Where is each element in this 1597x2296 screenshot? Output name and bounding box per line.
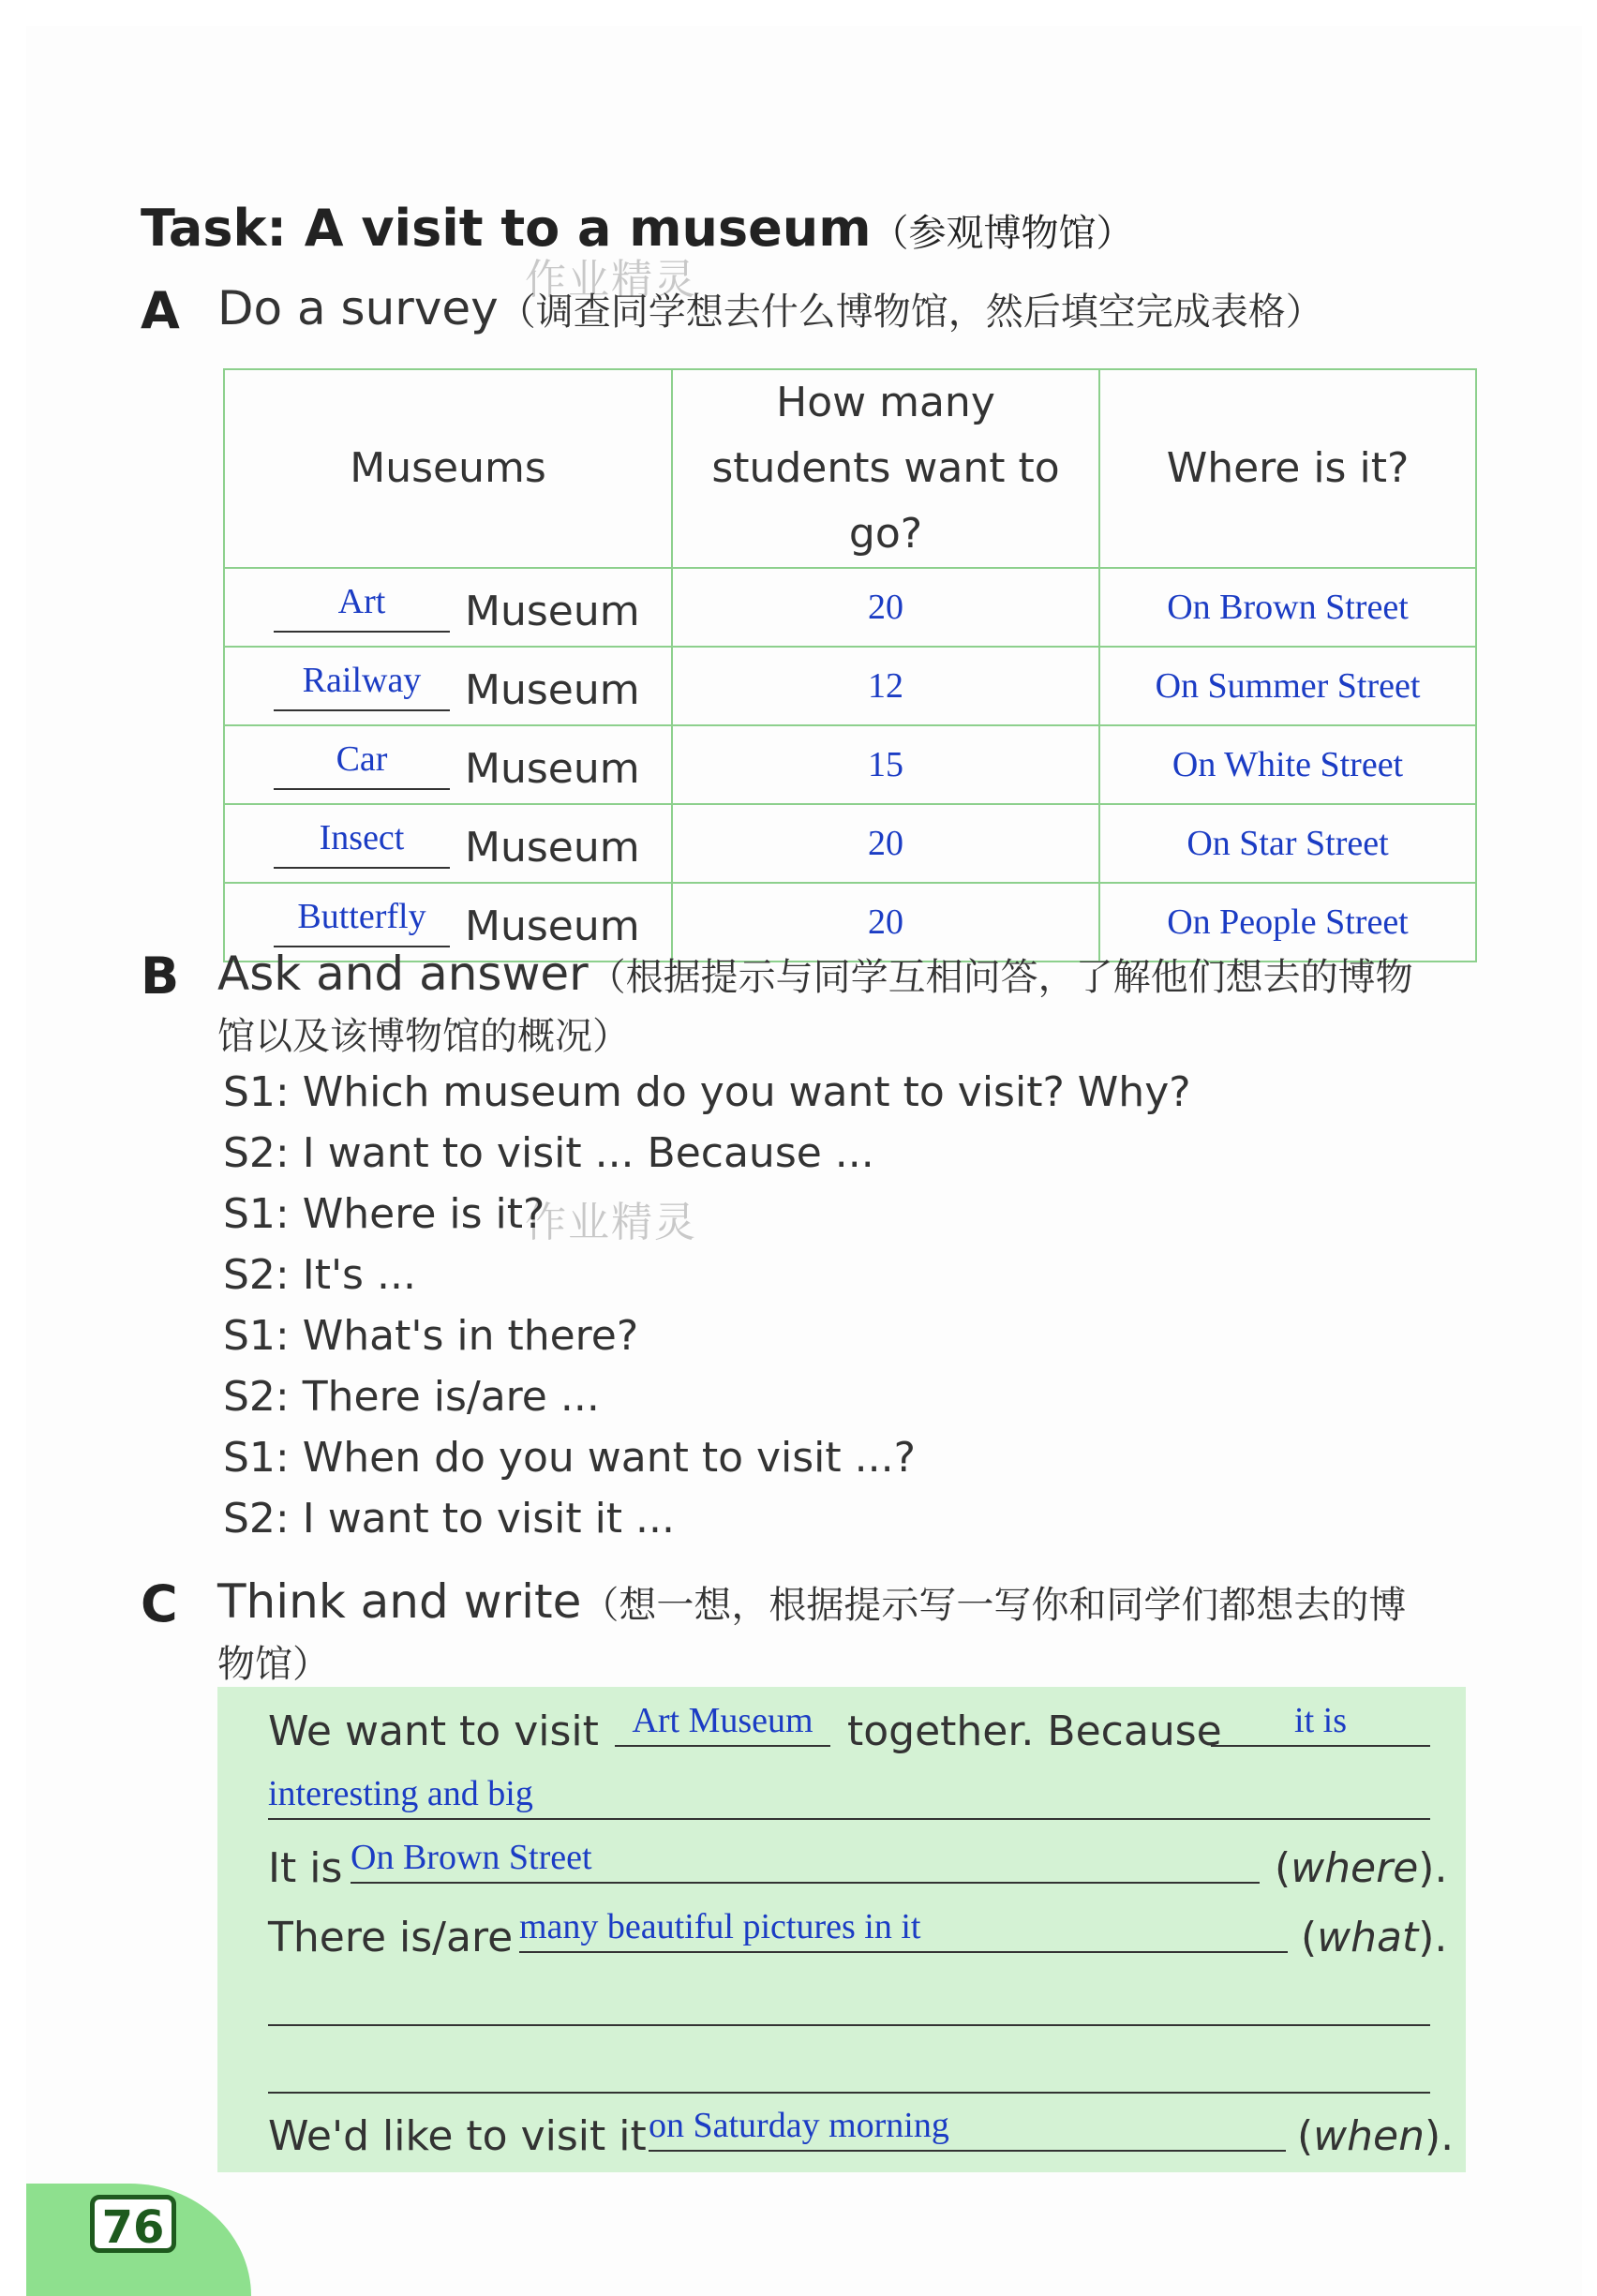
section-b-cn2: 馆以及该博物馆的概况） (217, 1015, 630, 1058)
student-count[interactable]: 20 (672, 568, 1099, 647)
student-count[interactable]: 20 (672, 883, 1099, 962)
section-b-heading (217, 947, 1413, 1001)
dialog-line: S1: When do you want to visit ...? (223, 1434, 916, 1482)
what-hint-word: what (1317, 1914, 1419, 1961)
dialog-line: S1: Where is it? (223, 1190, 545, 1238)
header-museums: Museums (224, 369, 672, 568)
section-a-cn: （调查同学想去什么博物馆，然后填空完成表格） (498, 291, 1323, 334)
section-c-letter: C (141, 1574, 178, 1633)
section-c-cn1: （想一想，根据提示写一写你和同学们都想去的博 (581, 1584, 1407, 1627)
together-because-text: together. Because (847, 1707, 1222, 1755)
because-answer-blank-2[interactable]: interesting and big (268, 1775, 1430, 1820)
museum-name-blank[interactable]: Railway (274, 664, 450, 711)
museum-name-blank[interactable]: Butterfly (274, 901, 450, 947)
student-count[interactable]: 12 (672, 647, 1099, 725)
museum-location[interactable]: On People Street (1099, 883, 1476, 962)
where-answer-blank[interactable]: On Brown Street (351, 1839, 1260, 1884)
watermark-top: 作业精灵 (525, 256, 697, 304)
museum-cell (224, 568, 672, 647)
where-hint: (where). (1275, 1844, 1448, 1892)
there-is-text: There is/are (268, 1914, 514, 1961)
section-b-title: Ask and answer (217, 947, 589, 1001)
survey-table (223, 368, 1477, 962)
section-c-cn2: 物馆） (217, 1643, 330, 1686)
museum-name-blank[interactable]: Art (274, 586, 450, 633)
museum-cell (224, 725, 672, 804)
section-b-letter: B (141, 947, 180, 1006)
task-title (141, 199, 1133, 258)
dialog-line: S1: What's in there? (223, 1312, 639, 1360)
museum-word: Museum (465, 902, 640, 950)
task-title-en: Task: A visit to a museum (141, 199, 872, 258)
museum-name-blank[interactable]: Insect (274, 822, 450, 869)
section-b-cn1: （根据提示与同学互相问答，了解他们想去的博物 (588, 956, 1413, 999)
museum-cell (224, 647, 672, 725)
museum-word: Museum (465, 745, 640, 793)
museum-cell (224, 804, 672, 883)
empty-writing-line[interactable] (268, 1981, 1430, 2026)
when-hint-word: when (1313, 2112, 1425, 2160)
because-answer-blank-1[interactable]: it is (1211, 1702, 1430, 1747)
table-row (224, 804, 1476, 883)
museum-word: Museum (465, 824, 640, 872)
museum-location[interactable]: On Star Street (1099, 804, 1476, 883)
when-answer-blank[interactable]: on Saturday morning (649, 2107, 1286, 2152)
what-hint: (what). (1301, 1914, 1448, 1961)
table-row (224, 647, 1476, 725)
it-is-text: It is (268, 1844, 343, 1892)
section-c-heading (217, 1574, 1406, 1629)
museum-answer-blank[interactable]: Art Museum (615, 1702, 830, 1747)
section-a-heading (217, 281, 1323, 335)
museum-location[interactable]: On White Street (1099, 725, 1476, 804)
dialog-line: S2: There is/are ... (223, 1373, 600, 1421)
dialog-line: S2: I want to visit ... Because ... (223, 1129, 874, 1177)
header-how-many: How many students want to go? (672, 369, 1099, 568)
when-hint: (when). (1297, 2112, 1455, 2160)
watermark-middle: 作业精灵 (525, 1199, 697, 1246)
wed-like-text: We'd like to visit it (268, 2112, 647, 2160)
what-answer-blank[interactable]: many beautiful pictures in it (519, 1908, 1288, 1953)
student-count[interactable]: 15 (672, 725, 1099, 804)
empty-writing-line[interactable] (268, 2049, 1430, 2094)
table-row (224, 725, 1476, 804)
section-a-letter: A (141, 281, 180, 340)
where-hint-word: where (1291, 1844, 1419, 1892)
task-title-cn: （参观博物馆） (871, 212, 1134, 255)
writing-box (217, 1687, 1466, 2172)
section-a-title: Do a survey (217, 281, 499, 335)
museum-location[interactable]: On Summer Street (1099, 647, 1476, 725)
table-header-row (224, 369, 1476, 568)
header-where: Where is it? (1099, 369, 1476, 568)
museum-location[interactable]: On Brown Street (1099, 568, 1476, 647)
we-want-text: We want to visit (268, 1707, 599, 1755)
table-row (224, 568, 1476, 647)
dialog-line: S2: I want to visit it ... (223, 1495, 676, 1543)
dialog-line: S2: It's ... (223, 1251, 416, 1299)
section-c-title: Think and write (217, 1574, 582, 1629)
dialog-line: S1: Which museum do you want to visit? Why? (223, 1068, 1191, 1116)
museum-word: Museum (465, 666, 640, 714)
page-number: 76 (90, 2195, 176, 2253)
museum-name-blank[interactable]: Car (274, 743, 450, 790)
student-count[interactable]: 20 (672, 804, 1099, 883)
museum-word: Museum (465, 588, 640, 635)
